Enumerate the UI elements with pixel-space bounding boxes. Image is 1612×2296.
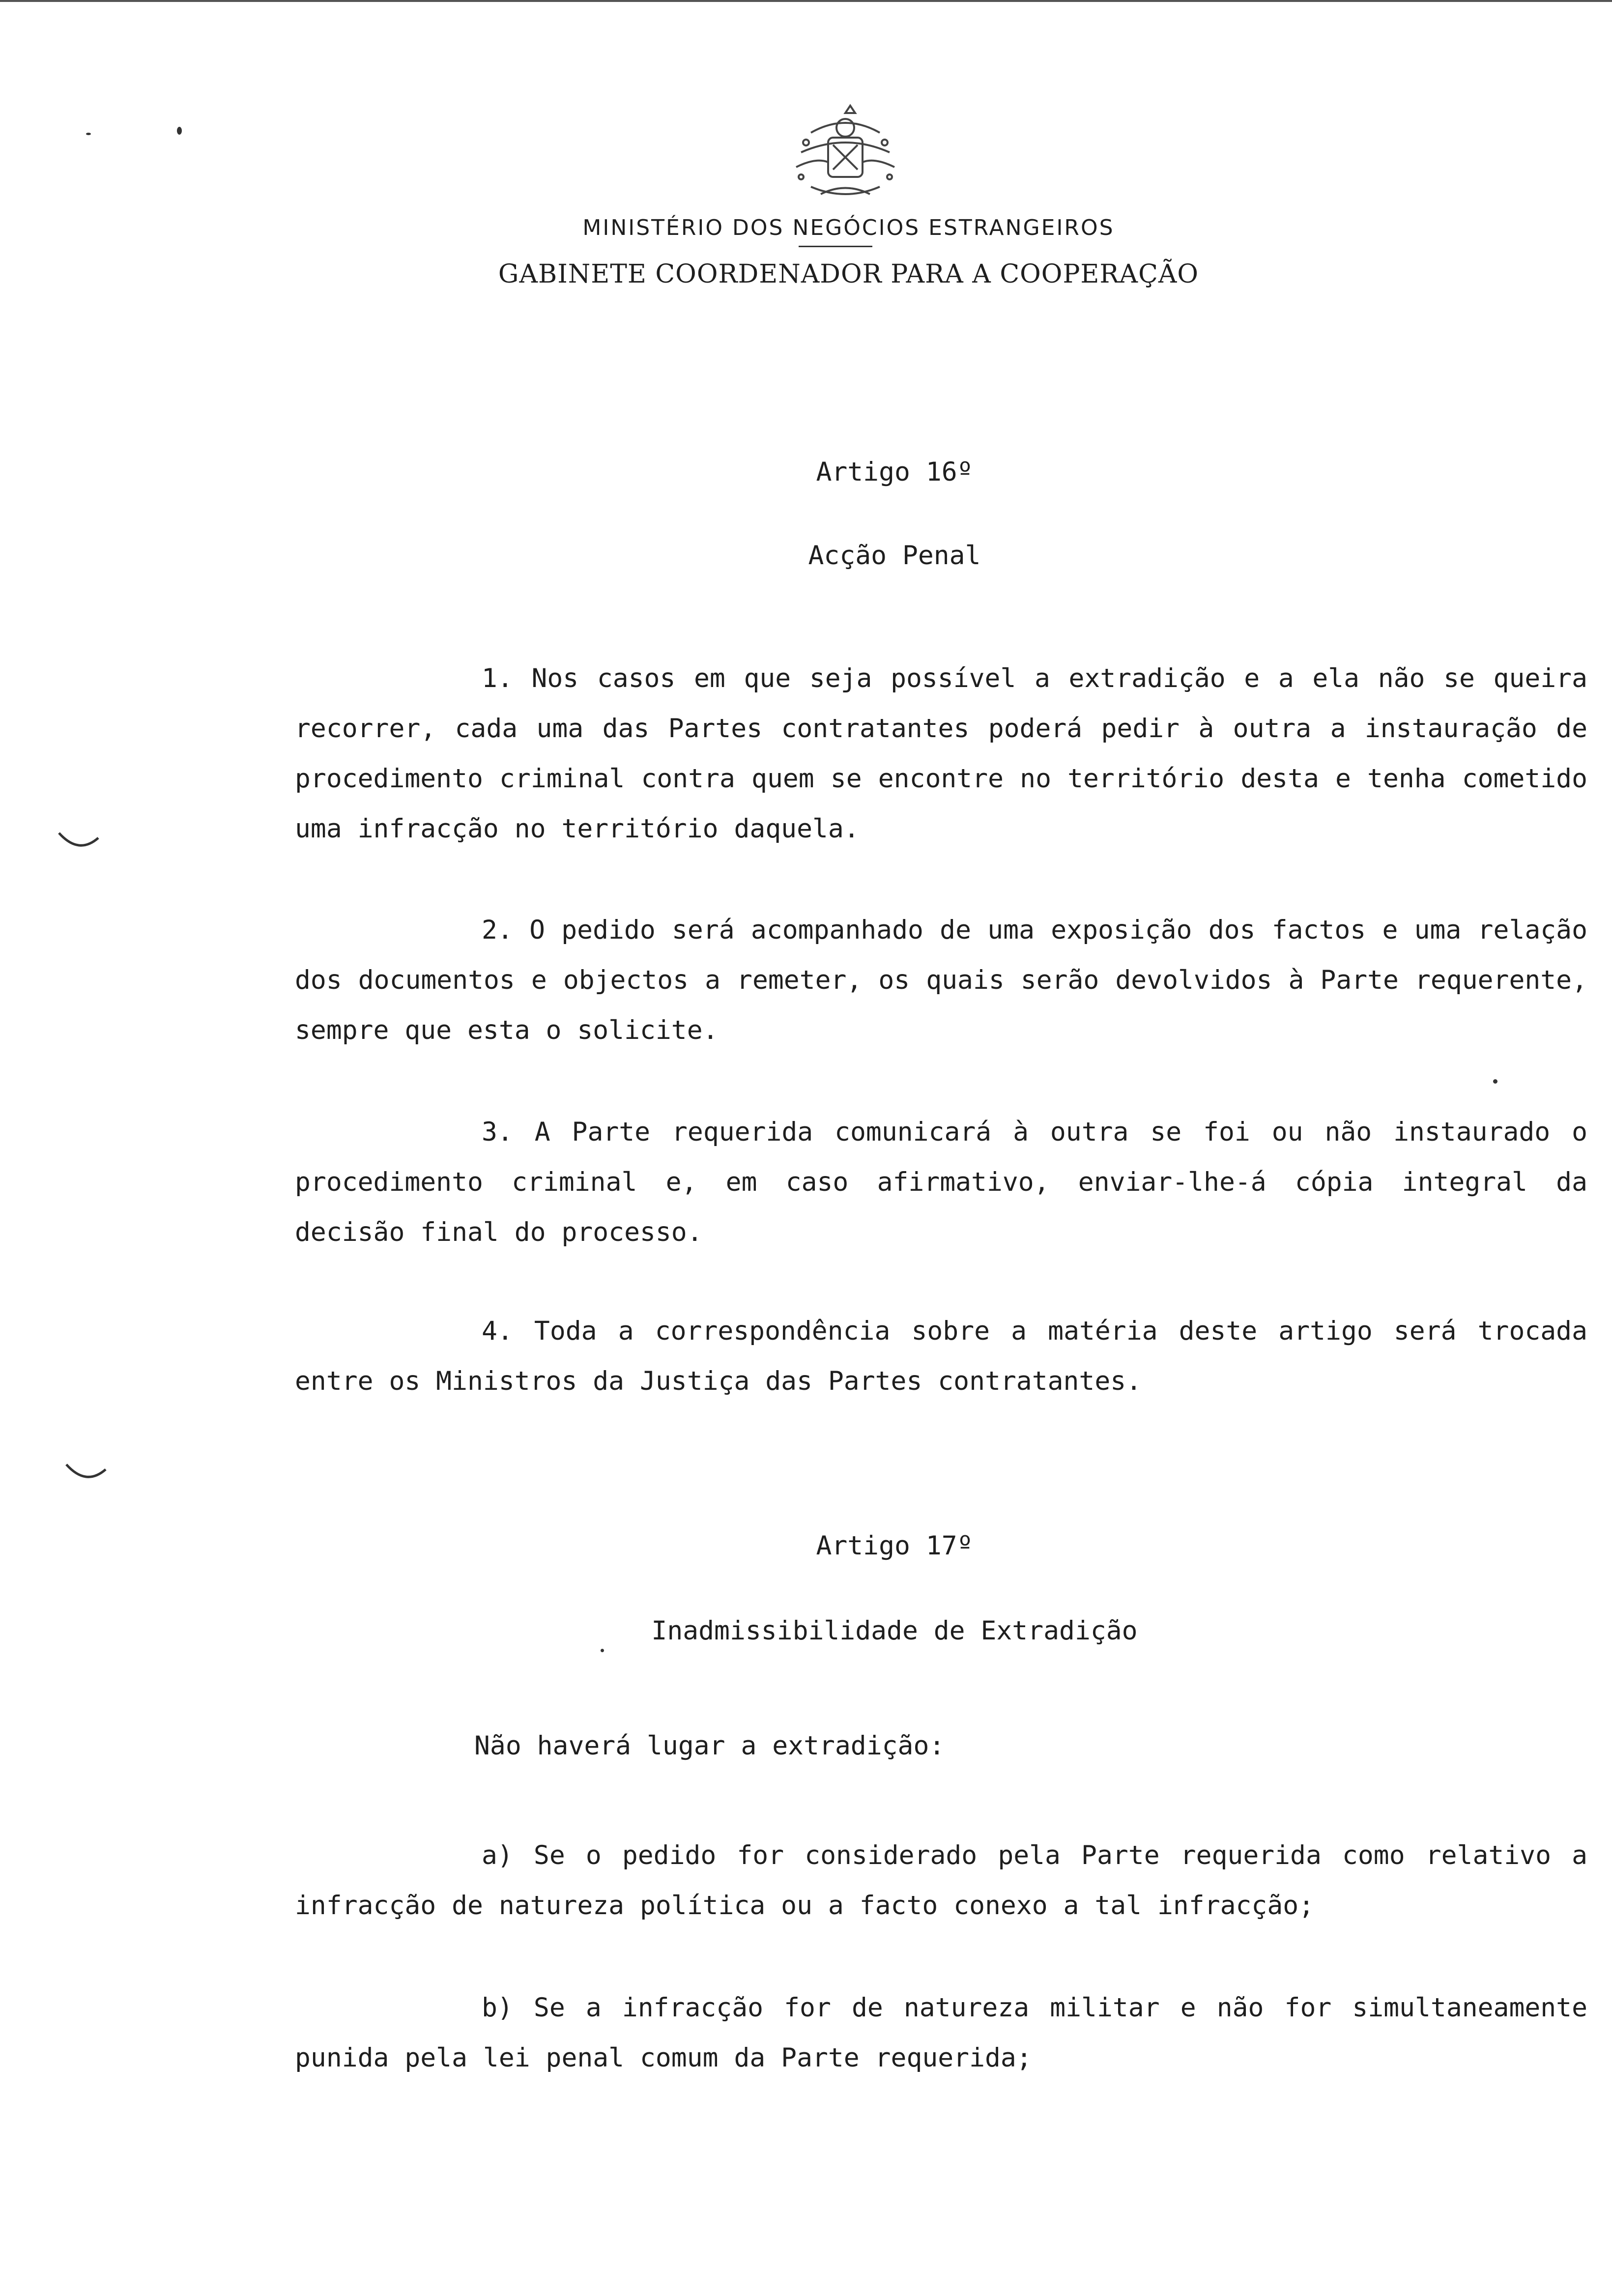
article-17-item-a [295, 1831, 1587, 1931]
paragraph-text: 3. A Parte requerida comunicará à outra se foi ou não instaurado o procedimento criminal e, em caso afirmativo, enviar-lhe-á cópia integral da decisão final do processo. [295, 1117, 1587, 1247]
item-text: b) Se a infracção for de natureza militar e não for simultaneamente punida pela lei penal comum da Parte requerida; [295, 1993, 1587, 2073]
article-16-paragraph-2 [295, 905, 1587, 1056]
binder-hole-mark [57, 831, 101, 855]
article-16-paragraph-4 [295, 1306, 1587, 1406]
article-17-intro: Não haverá lugar a extradição: [474, 1731, 945, 1761]
paragraph-text: 4. Toda a correspondência sobre a matéria deste artigo será trocada entre os Ministros da Justiça das Partes contratantes. [295, 1316, 1587, 1396]
article-16-title: Artigo 16º [816, 457, 973, 487]
article-16-paragraph-1 [295, 654, 1587, 854]
heading-underline [799, 246, 872, 247]
scan-speck [86, 133, 91, 135]
coat-of-arms-seal [781, 103, 909, 206]
article-17-item-b [295, 1983, 1587, 2083]
paragraph-text: 2. O pedido será acompanhado de uma exposição dos factos e uma relação dos documentos e objectos a remeter, os quais serão devolvidos à Parte requerente, sempre que esta o solicite. [295, 915, 1587, 1045]
item-text: a) Se o pedido for considerado pela Parte requerida como relativo a infracção de natureza política ou a facto conexo a tal infracção; [295, 1840, 1587, 1921]
binder-hole-mark [64, 1462, 108, 1487]
scan-speck [601, 1649, 604, 1652]
article-16-paragraph-3 [295, 1107, 1587, 1258]
article-17-subtitle: Inadmissibilidade de Extradição [651, 1616, 1138, 1646]
scan-speck [177, 127, 182, 135]
paragraph-text: 1. Nos casos em que seja possível a extradição e a ela não se queira recorrer, cada uma das Partes contratantes poderá pedir à outra a instauração de procedimento criminal contra quem se encontre no território desta e tenha cometido uma infracção no território daquela. [295, 663, 1587, 844]
cabinet-heading: GABINETE COORDENADOR PARA A COOPERAÇÃO [498, 259, 1199, 289]
article-16-subtitle: Acção Penal [808, 541, 981, 571]
scan-speck [1493, 1079, 1497, 1084]
ministry-heading: MINISTÉRIO DOS NEGÓCIOS ESTRANGEIROS [582, 215, 1115, 240]
page-top-rule [0, 0, 1612, 2]
article-17-title: Artigo 17º [816, 1531, 973, 1561]
